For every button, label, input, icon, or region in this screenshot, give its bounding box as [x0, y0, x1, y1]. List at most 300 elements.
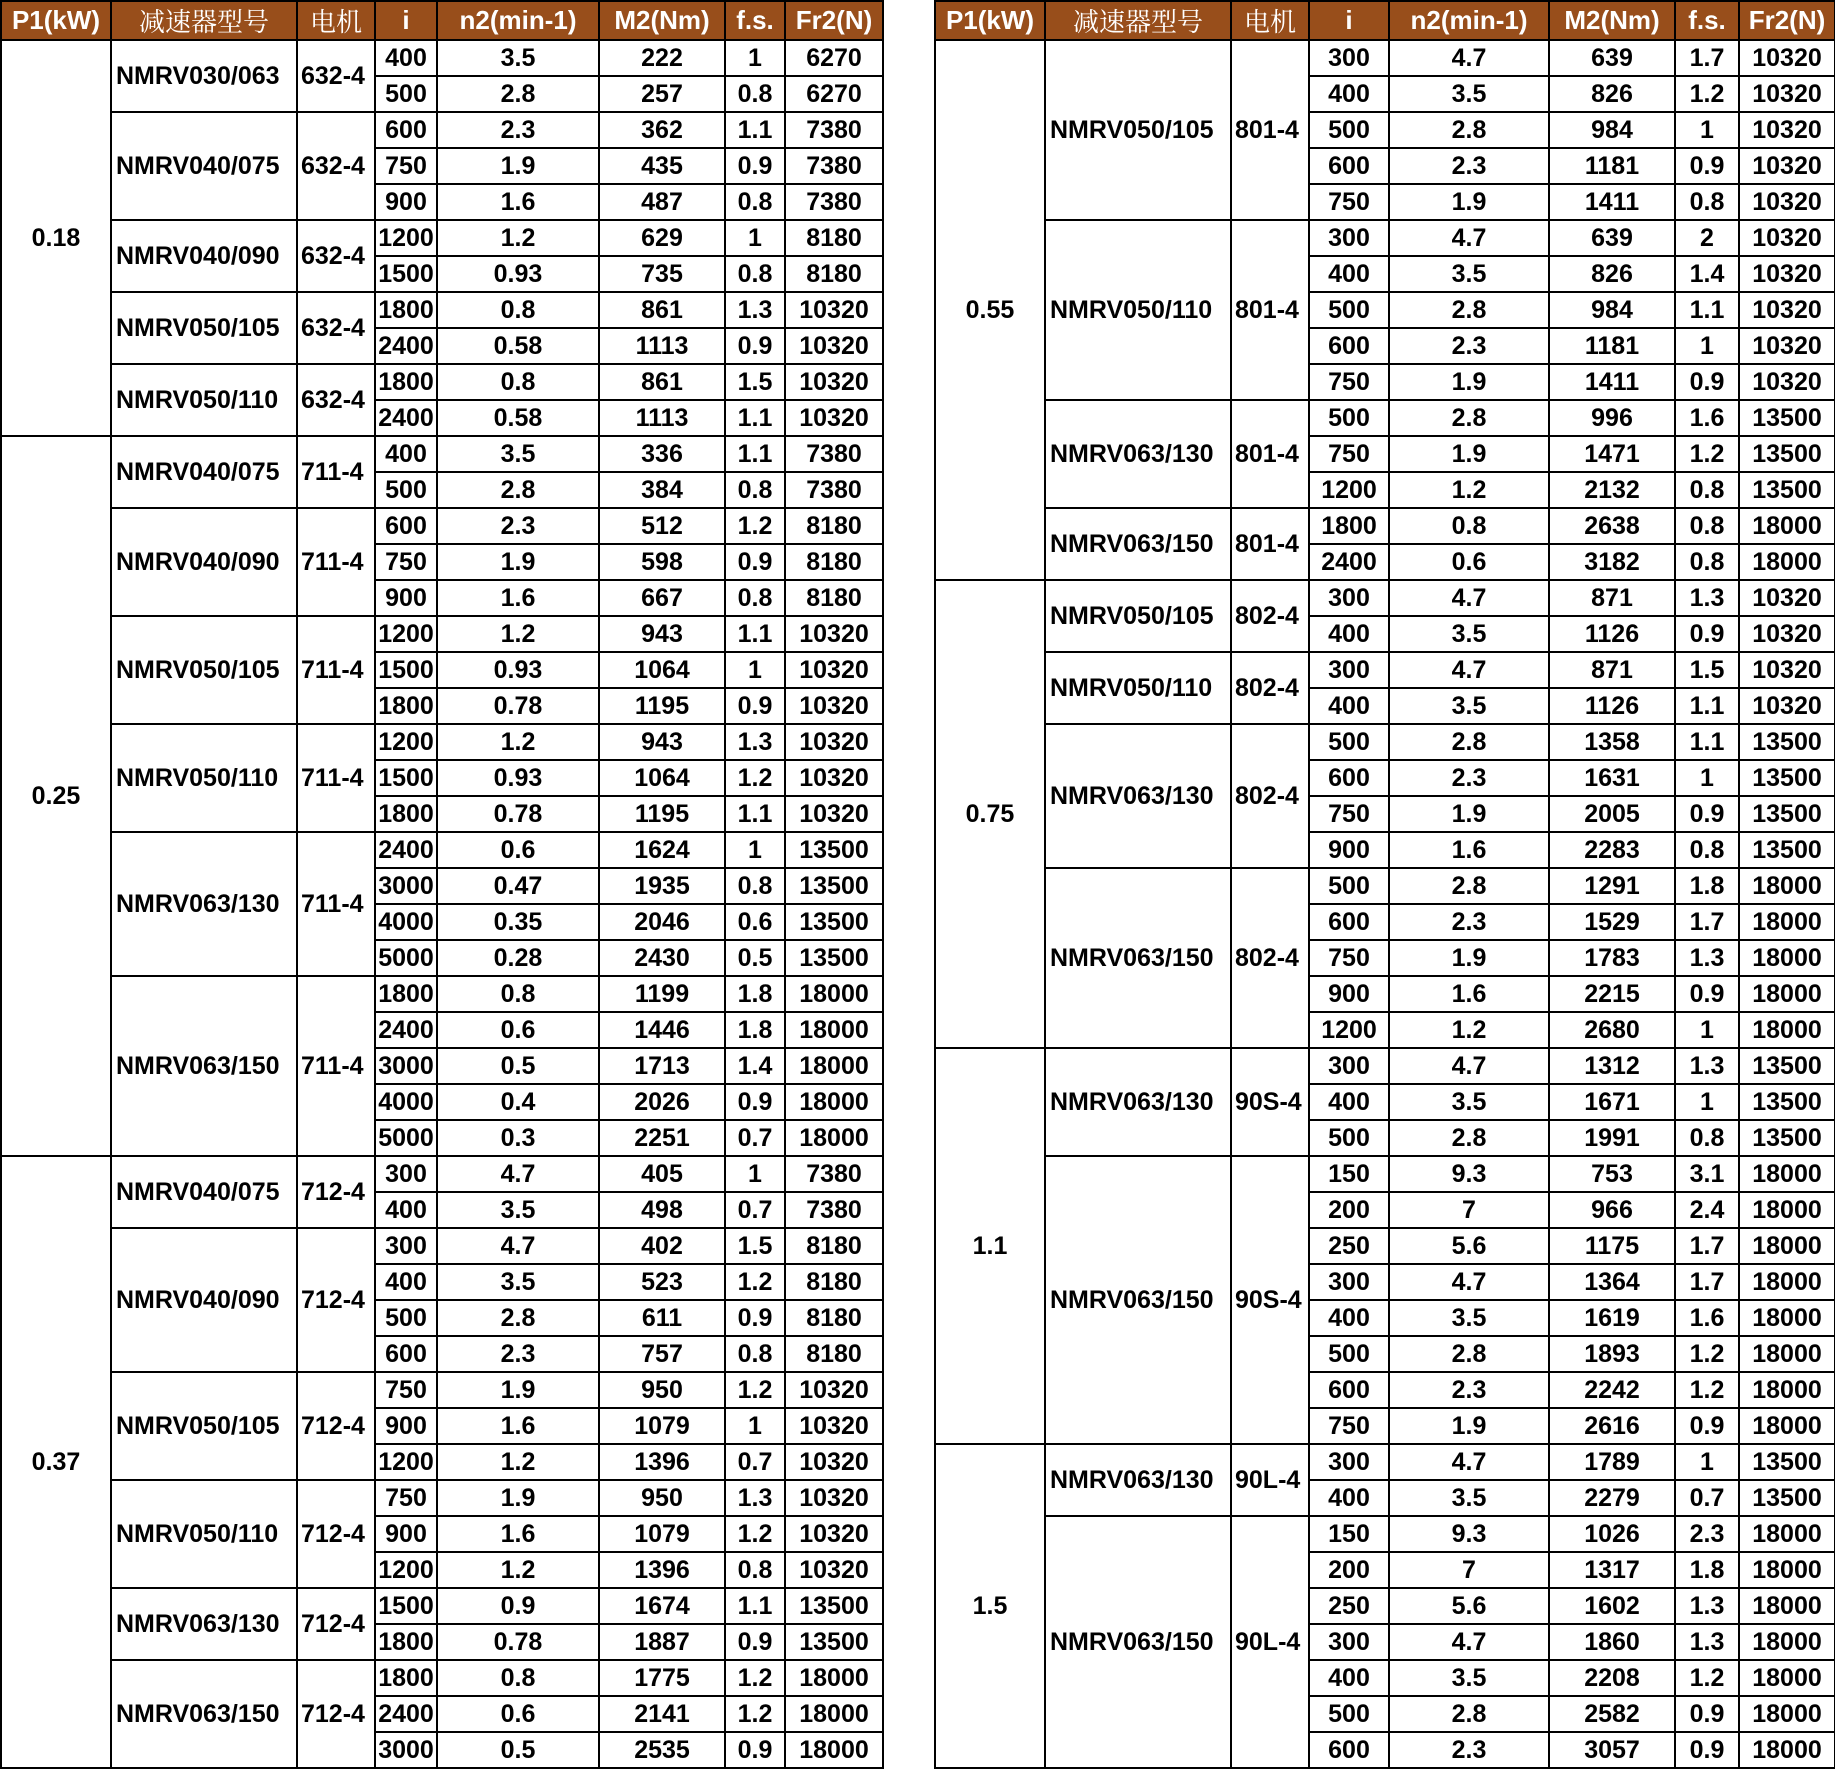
m2-cell: 3182 — [1549, 544, 1675, 580]
n2-cell: 2.3 — [437, 112, 599, 148]
ratio-cell: 1800 — [375, 688, 437, 724]
ratio-cell: 500 — [1309, 400, 1389, 436]
fs-cell: 3.1 — [1675, 1156, 1739, 1192]
ratio-cell: 300 — [375, 1228, 437, 1264]
ratio-cell: 750 — [375, 1372, 437, 1408]
ratio-cell: 750 — [375, 148, 437, 184]
motor-cell: 90S-4 — [1231, 1156, 1309, 1444]
fs-cell: 0.8 — [725, 580, 785, 616]
fr2-cell: 10320 — [785, 1444, 883, 1480]
table-row — [935, 1444, 1835, 1480]
ratio-cell: 1200 — [375, 724, 437, 760]
n2-cell: 2.8 — [437, 1300, 599, 1336]
fr2-cell: 13500 — [785, 940, 883, 976]
header-reducer-model: 减速器型号 — [1045, 1, 1231, 40]
power-cell: 1.5 — [935, 1444, 1045, 1768]
fr2-cell: 18000 — [1739, 1408, 1835, 1444]
table-row — [1, 976, 883, 1012]
fr2-cell: 13500 — [785, 868, 883, 904]
m2-cell: 757 — [599, 1336, 725, 1372]
fr2-cell: 18000 — [1739, 940, 1835, 976]
n2-cell: 9.3 — [1389, 1516, 1549, 1552]
fs-cell: 0.8 — [725, 1552, 785, 1588]
n2-cell: 2.3 — [1389, 148, 1549, 184]
n2-cell: 2.8 — [1389, 1120, 1549, 1156]
n2-cell: 1.2 — [437, 1552, 599, 1588]
ratio-cell: 2400 — [375, 832, 437, 868]
fr2-cell: 10320 — [1739, 256, 1835, 292]
fr2-cell: 13500 — [1739, 724, 1835, 760]
n2-cell: 4.7 — [1389, 40, 1549, 76]
ratio-cell: 1200 — [375, 1552, 437, 1588]
m2-cell: 2582 — [1549, 1696, 1675, 1732]
reducer-model-cell: NMRV050/110 — [111, 1480, 297, 1588]
reducer-model-cell: NMRV040/075 — [111, 1156, 297, 1228]
reducer-model-cell: NMRV050/105 — [111, 292, 297, 364]
n2-cell: 2.3 — [437, 508, 599, 544]
m2-cell: 861 — [599, 292, 725, 328]
n2-cell: 0.4 — [437, 1084, 599, 1120]
n2-cell: 3.5 — [1389, 76, 1549, 112]
m2-cell: 667 — [599, 580, 725, 616]
fr2-cell: 18000 — [785, 1120, 883, 1156]
table-row — [1, 436, 883, 472]
fr2-cell: 18000 — [1739, 1588, 1835, 1624]
fs-cell: 1.1 — [725, 400, 785, 436]
fs-cell: 1.2 — [725, 1696, 785, 1732]
fr2-cell: 13500 — [785, 1624, 883, 1660]
header-m2: M2(Nm) — [1549, 1, 1675, 40]
ratio-cell: 900 — [375, 580, 437, 616]
ratio-cell: 4000 — [375, 1084, 437, 1120]
fr2-cell: 10320 — [1739, 688, 1835, 724]
header-fs: f.s. — [725, 1, 785, 40]
m2-cell: 1079 — [599, 1516, 725, 1552]
header-row — [1, 1, 883, 40]
ratio-cell: 750 — [1309, 1408, 1389, 1444]
fs-cell: 1.1 — [1675, 688, 1739, 724]
m2-cell: 2616 — [1549, 1408, 1675, 1444]
m2-cell: 943 — [599, 724, 725, 760]
n2-cell: 2.3 — [437, 1336, 599, 1372]
fs-cell: 0.7 — [725, 1192, 785, 1228]
ratio-cell: 400 — [1309, 76, 1389, 112]
n2-cell: 0.5 — [437, 1048, 599, 1084]
table-row — [935, 868, 1835, 904]
fs-cell: 1.7 — [1675, 1264, 1739, 1300]
m2-cell: 405 — [599, 1156, 725, 1192]
fr2-cell: 10320 — [1739, 616, 1835, 652]
fs-cell: 2.4 — [1675, 1192, 1739, 1228]
ratio-cell: 1200 — [375, 220, 437, 256]
ratio-cell: 2400 — [1309, 544, 1389, 580]
fr2-cell: 8180 — [785, 1228, 883, 1264]
m2-cell: 1195 — [599, 688, 725, 724]
n2-cell: 0.58 — [437, 400, 599, 436]
header-ratio: i — [1309, 1, 1389, 40]
fs-cell: 0.5 — [725, 940, 785, 976]
n2-cell: 3.5 — [437, 1264, 599, 1300]
fr2-cell: 10320 — [1739, 292, 1835, 328]
fs-cell: 0.8 — [725, 868, 785, 904]
n2-cell: 4.7 — [1389, 1624, 1549, 1660]
ratio-cell: 600 — [1309, 328, 1389, 364]
m2-cell: 1671 — [1549, 1084, 1675, 1120]
spec-table-right — [934, 0, 1835, 1769]
ratio-cell: 300 — [1309, 1048, 1389, 1084]
ratio-cell: 750 — [375, 544, 437, 580]
ratio-cell: 750 — [1309, 184, 1389, 220]
n2-cell: 0.35 — [437, 904, 599, 940]
m2-cell: 384 — [599, 472, 725, 508]
ratio-cell: 750 — [1309, 436, 1389, 472]
n2-cell: 3.5 — [1389, 1480, 1549, 1516]
fs-cell: 0.8 — [1675, 832, 1739, 868]
fs-cell: 1.8 — [1675, 868, 1739, 904]
m2-cell: 1317 — [1549, 1552, 1675, 1588]
n2-cell: 0.6 — [437, 1012, 599, 1048]
fr2-cell: 6270 — [785, 76, 883, 112]
fr2-cell: 18000 — [1739, 1516, 1835, 1552]
m2-cell: 487 — [599, 184, 725, 220]
fr2-cell: 8180 — [785, 220, 883, 256]
fs-cell: 1 — [725, 1156, 785, 1192]
m2-cell: 984 — [1549, 112, 1675, 148]
header-m2: M2(Nm) — [599, 1, 725, 40]
fs-cell: 0.8 — [1675, 472, 1739, 508]
motor-cell: 632-4 — [297, 40, 375, 112]
m2-cell: 257 — [599, 76, 725, 112]
motor-cell: 711-4 — [297, 976, 375, 1156]
ratio-cell: 1200 — [375, 616, 437, 652]
m2-cell: 2005 — [1549, 796, 1675, 832]
ratio-cell: 500 — [1309, 868, 1389, 904]
power-cell: 0.25 — [1, 436, 111, 1156]
table-row — [935, 508, 1835, 544]
header-n2: n2(min-1) — [437, 1, 599, 40]
ratio-cell: 500 — [1309, 724, 1389, 760]
n2-cell: 0.8 — [437, 364, 599, 400]
header-p1: P1(kW) — [1, 1, 111, 40]
ratio-cell: 3000 — [375, 1732, 437, 1768]
n2-cell: 4.7 — [1389, 652, 1549, 688]
motor-cell: 712-4 — [297, 1372, 375, 1480]
power-cell: 0.37 — [1, 1156, 111, 1768]
motor-cell: 802-4 — [1231, 724, 1309, 868]
fs-cell: 1.3 — [1675, 580, 1739, 616]
ratio-cell: 900 — [375, 1516, 437, 1552]
fr2-cell: 7380 — [785, 112, 883, 148]
m2-cell: 629 — [599, 220, 725, 256]
reducer-model-cell: NMRV050/110 — [1045, 652, 1231, 724]
ratio-cell: 1200 — [375, 1444, 437, 1480]
n2-cell: 2.8 — [1389, 292, 1549, 328]
motor-cell: 801-4 — [1231, 40, 1309, 220]
ratio-cell: 400 — [375, 1264, 437, 1300]
n2-cell: 4.7 — [437, 1156, 599, 1192]
m2-cell: 1775 — [599, 1660, 725, 1696]
m2-cell: 826 — [1549, 256, 1675, 292]
table-row — [1, 364, 883, 400]
fr2-cell: 10320 — [785, 1408, 883, 1444]
fs-cell: 0.7 — [725, 1120, 785, 1156]
fs-cell: 1.6 — [1675, 400, 1739, 436]
ratio-cell: 1800 — [375, 976, 437, 1012]
fs-cell: 0.9 — [1675, 616, 1739, 652]
table-row — [935, 724, 1835, 760]
motor-cell: 711-4 — [297, 724, 375, 832]
m2-cell: 1026 — [1549, 1516, 1675, 1552]
fr2-cell: 18000 — [785, 1660, 883, 1696]
m2-cell: 1064 — [599, 652, 725, 688]
fr2-cell: 10320 — [785, 796, 883, 832]
fr2-cell: 18000 — [1739, 1624, 1835, 1660]
fr2-cell: 10320 — [785, 292, 883, 328]
n2-cell: 1.9 — [1389, 364, 1549, 400]
n2-cell: 1.6 — [1389, 832, 1549, 868]
n2-cell: 3.5 — [1389, 1084, 1549, 1120]
fs-cell: 0.9 — [1675, 976, 1739, 1012]
fr2-cell: 18000 — [1739, 1660, 1835, 1696]
n2-cell: 1.9 — [437, 1372, 599, 1408]
ratio-cell: 300 — [1309, 220, 1389, 256]
m2-cell: 753 — [1549, 1156, 1675, 1192]
fs-cell: 0.8 — [1675, 508, 1739, 544]
n2-cell: 1.6 — [437, 1516, 599, 1552]
n2-cell: 0.78 — [437, 688, 599, 724]
ratio-cell: 500 — [1309, 1336, 1389, 1372]
fs-cell: 1 — [1675, 1012, 1739, 1048]
fr2-cell: 18000 — [1739, 1732, 1835, 1768]
m2-cell: 611 — [599, 1300, 725, 1336]
ratio-cell: 750 — [375, 1480, 437, 1516]
n2-cell: 1.6 — [437, 184, 599, 220]
m2-cell: 1312 — [1549, 1048, 1675, 1084]
power-cell: 0.18 — [1, 40, 111, 436]
motor-cell: 711-4 — [297, 436, 375, 508]
ratio-cell: 400 — [1309, 1300, 1389, 1336]
fr2-cell: 18000 — [1739, 544, 1835, 580]
fr2-cell: 10320 — [1739, 580, 1835, 616]
fr2-cell: 13500 — [1739, 1120, 1835, 1156]
fr2-cell: 18000 — [1739, 976, 1835, 1012]
reducer-model-cell: NMRV063/130 — [111, 832, 297, 976]
n2-cell: 4.7 — [437, 1228, 599, 1264]
fs-cell: 1.3 — [725, 724, 785, 760]
fs-cell: 1 — [1675, 1084, 1739, 1120]
n2-cell: 3.5 — [1389, 688, 1549, 724]
fs-cell: 1.2 — [725, 508, 785, 544]
motor-cell: 802-4 — [1231, 652, 1309, 724]
fs-cell: 1.2 — [725, 760, 785, 796]
m2-cell: 2208 — [1549, 1660, 1675, 1696]
reducer-model-cell: NMRV063/150 — [1045, 1156, 1231, 1444]
n2-cell: 0.28 — [437, 940, 599, 976]
n2-cell: 2.3 — [1389, 904, 1549, 940]
m2-cell: 1064 — [599, 760, 725, 796]
fr2-cell: 18000 — [1739, 1012, 1835, 1048]
reducer-model-cell: NMRV040/075 — [111, 436, 297, 508]
fr2-cell: 18000 — [785, 1048, 883, 1084]
m2-cell: 512 — [599, 508, 725, 544]
fs-cell: 1 — [725, 832, 785, 868]
table-row — [935, 652, 1835, 688]
table-row — [935, 220, 1835, 256]
fr2-cell: 10320 — [1739, 76, 1835, 112]
spec-table-left — [0, 0, 884, 1769]
m2-cell: 1602 — [1549, 1588, 1675, 1624]
fr2-cell: 7380 — [785, 472, 883, 508]
ratio-cell: 2400 — [375, 400, 437, 436]
fr2-cell: 18000 — [1739, 868, 1835, 904]
m2-cell: 1396 — [599, 1444, 725, 1480]
fr2-cell: 10320 — [1739, 148, 1835, 184]
m2-cell: 639 — [1549, 220, 1675, 256]
fr2-cell: 18000 — [1739, 1336, 1835, 1372]
n2-cell: 1.6 — [437, 580, 599, 616]
m2-cell: 498 — [599, 1192, 725, 1228]
ratio-cell: 300 — [375, 1156, 437, 1192]
fr2-cell: 10320 — [785, 364, 883, 400]
table-row — [935, 400, 1835, 436]
fr2-cell: 13500 — [785, 904, 883, 940]
fr2-cell: 10320 — [785, 760, 883, 796]
fs-cell: 0.9 — [1675, 796, 1739, 832]
ratio-cell: 1800 — [375, 1624, 437, 1660]
reducer-model-cell: NMRV063/130 — [1045, 400, 1231, 508]
fs-cell: 1.2 — [725, 1516, 785, 1552]
n2-cell: 7 — [1389, 1192, 1549, 1228]
m2-cell: 1175 — [1549, 1228, 1675, 1264]
ratio-cell: 1200 — [1309, 472, 1389, 508]
fs-cell: 0.9 — [725, 148, 785, 184]
ratio-cell: 1500 — [375, 652, 437, 688]
fr2-cell: 18000 — [1739, 904, 1835, 940]
ratio-cell: 5000 — [375, 940, 437, 976]
fs-cell: 1 — [725, 1408, 785, 1444]
n2-cell: 0.6 — [437, 1696, 599, 1732]
reducer-model-cell: NMRV063/130 — [111, 1588, 297, 1660]
fs-cell: 1.4 — [1675, 256, 1739, 292]
header-fs: f.s. — [1675, 1, 1739, 40]
fs-cell: 1.2 — [725, 1660, 785, 1696]
fs-cell: 1.5 — [1675, 652, 1739, 688]
m2-cell: 639 — [1549, 40, 1675, 76]
ratio-cell: 500 — [1309, 1696, 1389, 1732]
table-row — [1, 1588, 883, 1624]
table-row — [1, 832, 883, 868]
m2-cell: 950 — [599, 1480, 725, 1516]
fs-cell: 0.9 — [725, 328, 785, 364]
power-cell: 0.55 — [935, 40, 1045, 580]
ratio-cell: 900 — [375, 1408, 437, 1444]
motor-cell: 712-4 — [297, 1228, 375, 1372]
fr2-cell: 10320 — [785, 1552, 883, 1588]
header-row — [935, 1, 1835, 40]
fs-cell: 1.2 — [1675, 1660, 1739, 1696]
fr2-cell: 18000 — [785, 1084, 883, 1120]
m2-cell: 871 — [1549, 580, 1675, 616]
fr2-cell: 18000 — [1739, 1300, 1835, 1336]
fs-cell: 1 — [725, 220, 785, 256]
fr2-cell: 18000 — [1739, 1552, 1835, 1588]
fs-cell: 1.1 — [725, 1588, 785, 1624]
n2-cell: 1.2 — [437, 724, 599, 760]
reducer-model-cell: NMRV063/150 — [1045, 868, 1231, 1048]
ratio-cell: 1800 — [375, 1660, 437, 1696]
n2-cell: 3.5 — [1389, 1660, 1549, 1696]
fs-cell: 1 — [1675, 328, 1739, 364]
n2-cell: 4.7 — [1389, 1444, 1549, 1480]
ratio-cell: 300 — [1309, 40, 1389, 76]
table-row — [1, 220, 883, 256]
table-row — [1, 1156, 883, 1192]
m2-cell: 3057 — [1549, 1732, 1675, 1768]
ratio-cell: 600 — [375, 508, 437, 544]
ratio-cell: 400 — [375, 40, 437, 76]
n2-cell: 1.9 — [1389, 184, 1549, 220]
n2-cell: 3.5 — [1389, 616, 1549, 652]
motor-cell: 90S-4 — [1231, 1048, 1309, 1156]
ratio-cell: 5000 — [375, 1120, 437, 1156]
n2-cell: 2.3 — [1389, 1732, 1549, 1768]
m2-cell: 2132 — [1549, 472, 1675, 508]
ratio-cell: 3000 — [375, 868, 437, 904]
m2-cell: 2638 — [1549, 508, 1675, 544]
n2-cell: 4.7 — [1389, 220, 1549, 256]
ratio-cell: 600 — [1309, 760, 1389, 796]
fs-cell: 1.2 — [1675, 436, 1739, 472]
m2-cell: 1181 — [1549, 148, 1675, 184]
fr2-cell: 10320 — [785, 1516, 883, 1552]
m2-cell: 1396 — [599, 1552, 725, 1588]
n2-cell: 1.9 — [1389, 436, 1549, 472]
m2-cell: 1471 — [1549, 436, 1675, 472]
table-row — [1, 724, 883, 760]
motor-cell: 711-4 — [297, 832, 375, 976]
n2-cell: 2.8 — [1389, 868, 1549, 904]
m2-cell: 1619 — [1549, 1300, 1675, 1336]
fs-cell: 0.8 — [725, 184, 785, 220]
ratio-cell: 750 — [1309, 364, 1389, 400]
fs-cell: 1 — [1675, 112, 1739, 148]
fr2-cell: 7380 — [785, 184, 883, 220]
m2-cell: 362 — [599, 112, 725, 148]
fr2-cell: 18000 — [1739, 1228, 1835, 1264]
n2-cell: 0.8 — [437, 976, 599, 1012]
m2-cell: 861 — [599, 364, 725, 400]
fs-cell: 0.8 — [725, 76, 785, 112]
ratio-cell: 500 — [375, 76, 437, 112]
ratio-cell: 500 — [1309, 292, 1389, 328]
power-cell: 0.75 — [935, 580, 1045, 1048]
reducer-model-cell: NMRV030/063 — [111, 40, 297, 112]
ratio-cell: 1500 — [375, 760, 437, 796]
motor-cell: 802-4 — [1231, 580, 1309, 652]
n2-cell: 3.5 — [437, 40, 599, 76]
fr2-cell: 18000 — [785, 976, 883, 1012]
ratio-cell: 600 — [1309, 904, 1389, 940]
ratio-cell: 150 — [1309, 1516, 1389, 1552]
fr2-cell: 7380 — [785, 436, 883, 472]
fs-cell: 1.2 — [1675, 76, 1739, 112]
ratio-cell: 2400 — [375, 1696, 437, 1732]
n2-cell: 1.2 — [437, 616, 599, 652]
ratio-cell: 1200 — [1309, 1012, 1389, 1048]
fs-cell: 1.4 — [725, 1048, 785, 1084]
fs-cell: 1.1 — [1675, 724, 1739, 760]
ratio-cell: 1500 — [375, 1588, 437, 1624]
